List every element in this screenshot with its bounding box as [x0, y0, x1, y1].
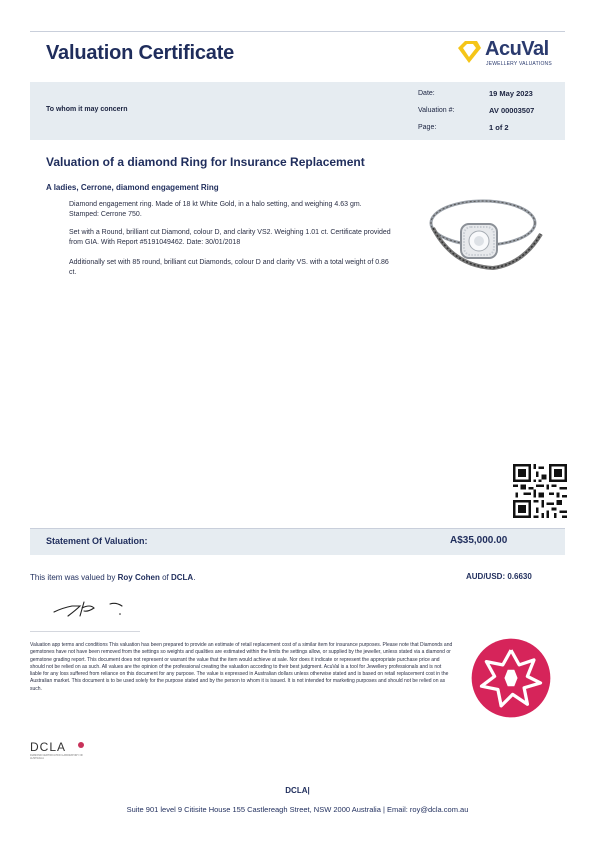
- item-description-3: Additionally set with 85 round, brilliant cut Diamonds, colour D and clarity VS. with a total weight of 0.86 ct.: [69, 259, 389, 276]
- item-description-2: Set with a Round, brilliant cut Diamond, colour D, and clarity VS2. Weighing 1.01 ct. Certificate provided from GIA. With Report #5191049462. Date: 30/01/2018: [69, 229, 391, 246]
- valuer-name: Roy Cohen: [117, 573, 160, 582]
- brand-tagline: JEWELLERY VALUATIONS: [486, 61, 552, 67]
- brand-name: AcuVal: [485, 38, 549, 60]
- item-heading: A ladies, Cerrone, diamond engagement Ring: [46, 183, 219, 192]
- footer-company: DCLA|: [285, 786, 310, 795]
- page-value: 1 of 2: [489, 123, 509, 132]
- page-title: Valuation Certificate: [46, 42, 235, 64]
- exchange-rate: AUD/USD: 0.6630: [466, 572, 532, 581]
- valuation-number-value: AV 00003507: [489, 106, 535, 115]
- page-label: Page:: [418, 124, 437, 131]
- qr-code: [513, 464, 567, 518]
- terms-and-conditions: Valuation app terms and conditions This valuation has been prepared to provide an estimate of retail replacement cost of a similar item for insurance purposes. Please note that Diamonds and gemstones have not have been removed from the settings so weights and qualities are estimated within the limits the settings allow, or supplied by the jeweller, unless stated via a diamond or gemstone grading report. This document does not represent or warrant the value that the item would achieve at sale. Nor does it indicate or represent the appropriate purchase price and should not be relied on as such. All values are the opinion of the professional creating the valuation according to their best judgment. AcuVal is a tool for Jewellery professionals and is not liable for any loss suffered from reliance on this document for any purpose. The value is expressed in Australian dollars unless otherwise stated and is based on retail replacement cost in the Australian market. This document is to be used solely for the purpose stated and by the person to whom it is issued. It is not intended for marketing purposes and should not be relied on as such.: [30, 642, 453, 692]
- dcla-logo-tagline: DIAMOND CERTIFICATION LABORATORY OF AUSTRALIA: [30, 754, 84, 760]
- acuval-gem-icon: [455, 38, 483, 66]
- item-description-1: Diamond engagement ring. Made of 18 kt White Gold, in a halo setting, and weighing 4.63 gm. Stamped: Cerrone 750.: [69, 201, 362, 218]
- ring-photo: [423, 188, 547, 272]
- date-value: 19 May 2023: [489, 89, 533, 98]
- valuation-number-label: Valuation #:: [418, 107, 455, 114]
- acuval-logo: [455, 38, 565, 70]
- date-label: Date:: [418, 90, 435, 97]
- section-title: Valuation of a diamond Ring for Insurance Replacement: [46, 155, 365, 169]
- valued-by-suffix: .: [193, 573, 196, 582]
- top-divider: [30, 31, 565, 32]
- valued-by-of: of: [162, 573, 169, 582]
- dcla-logo-text: DCLA: [30, 740, 67, 754]
- valuation-label: Statement Of Valuation:: [46, 536, 148, 546]
- dcla-logo-dot-icon: [78, 742, 84, 748]
- dcla-badge-icon: [470, 637, 552, 719]
- footer-address: Suite 901 level 9 Citisite House 155 Castlereagh Street, NSW 2000 Australia | Email: roy@dcla.com.au: [126, 805, 469, 814]
- dcla-logo: [30, 740, 86, 760]
- addressee: To whom it may concern: [46, 106, 128, 113]
- signature-line: [30, 631, 140, 632]
- valued-by-prefix: This item was valued by: [30, 573, 116, 582]
- signature: [50, 598, 132, 620]
- valued-by-line: [30, 573, 195, 582]
- valuer-company: DCLA: [170, 573, 194, 582]
- valuation-amount: A$35,000.00: [450, 535, 508, 546]
